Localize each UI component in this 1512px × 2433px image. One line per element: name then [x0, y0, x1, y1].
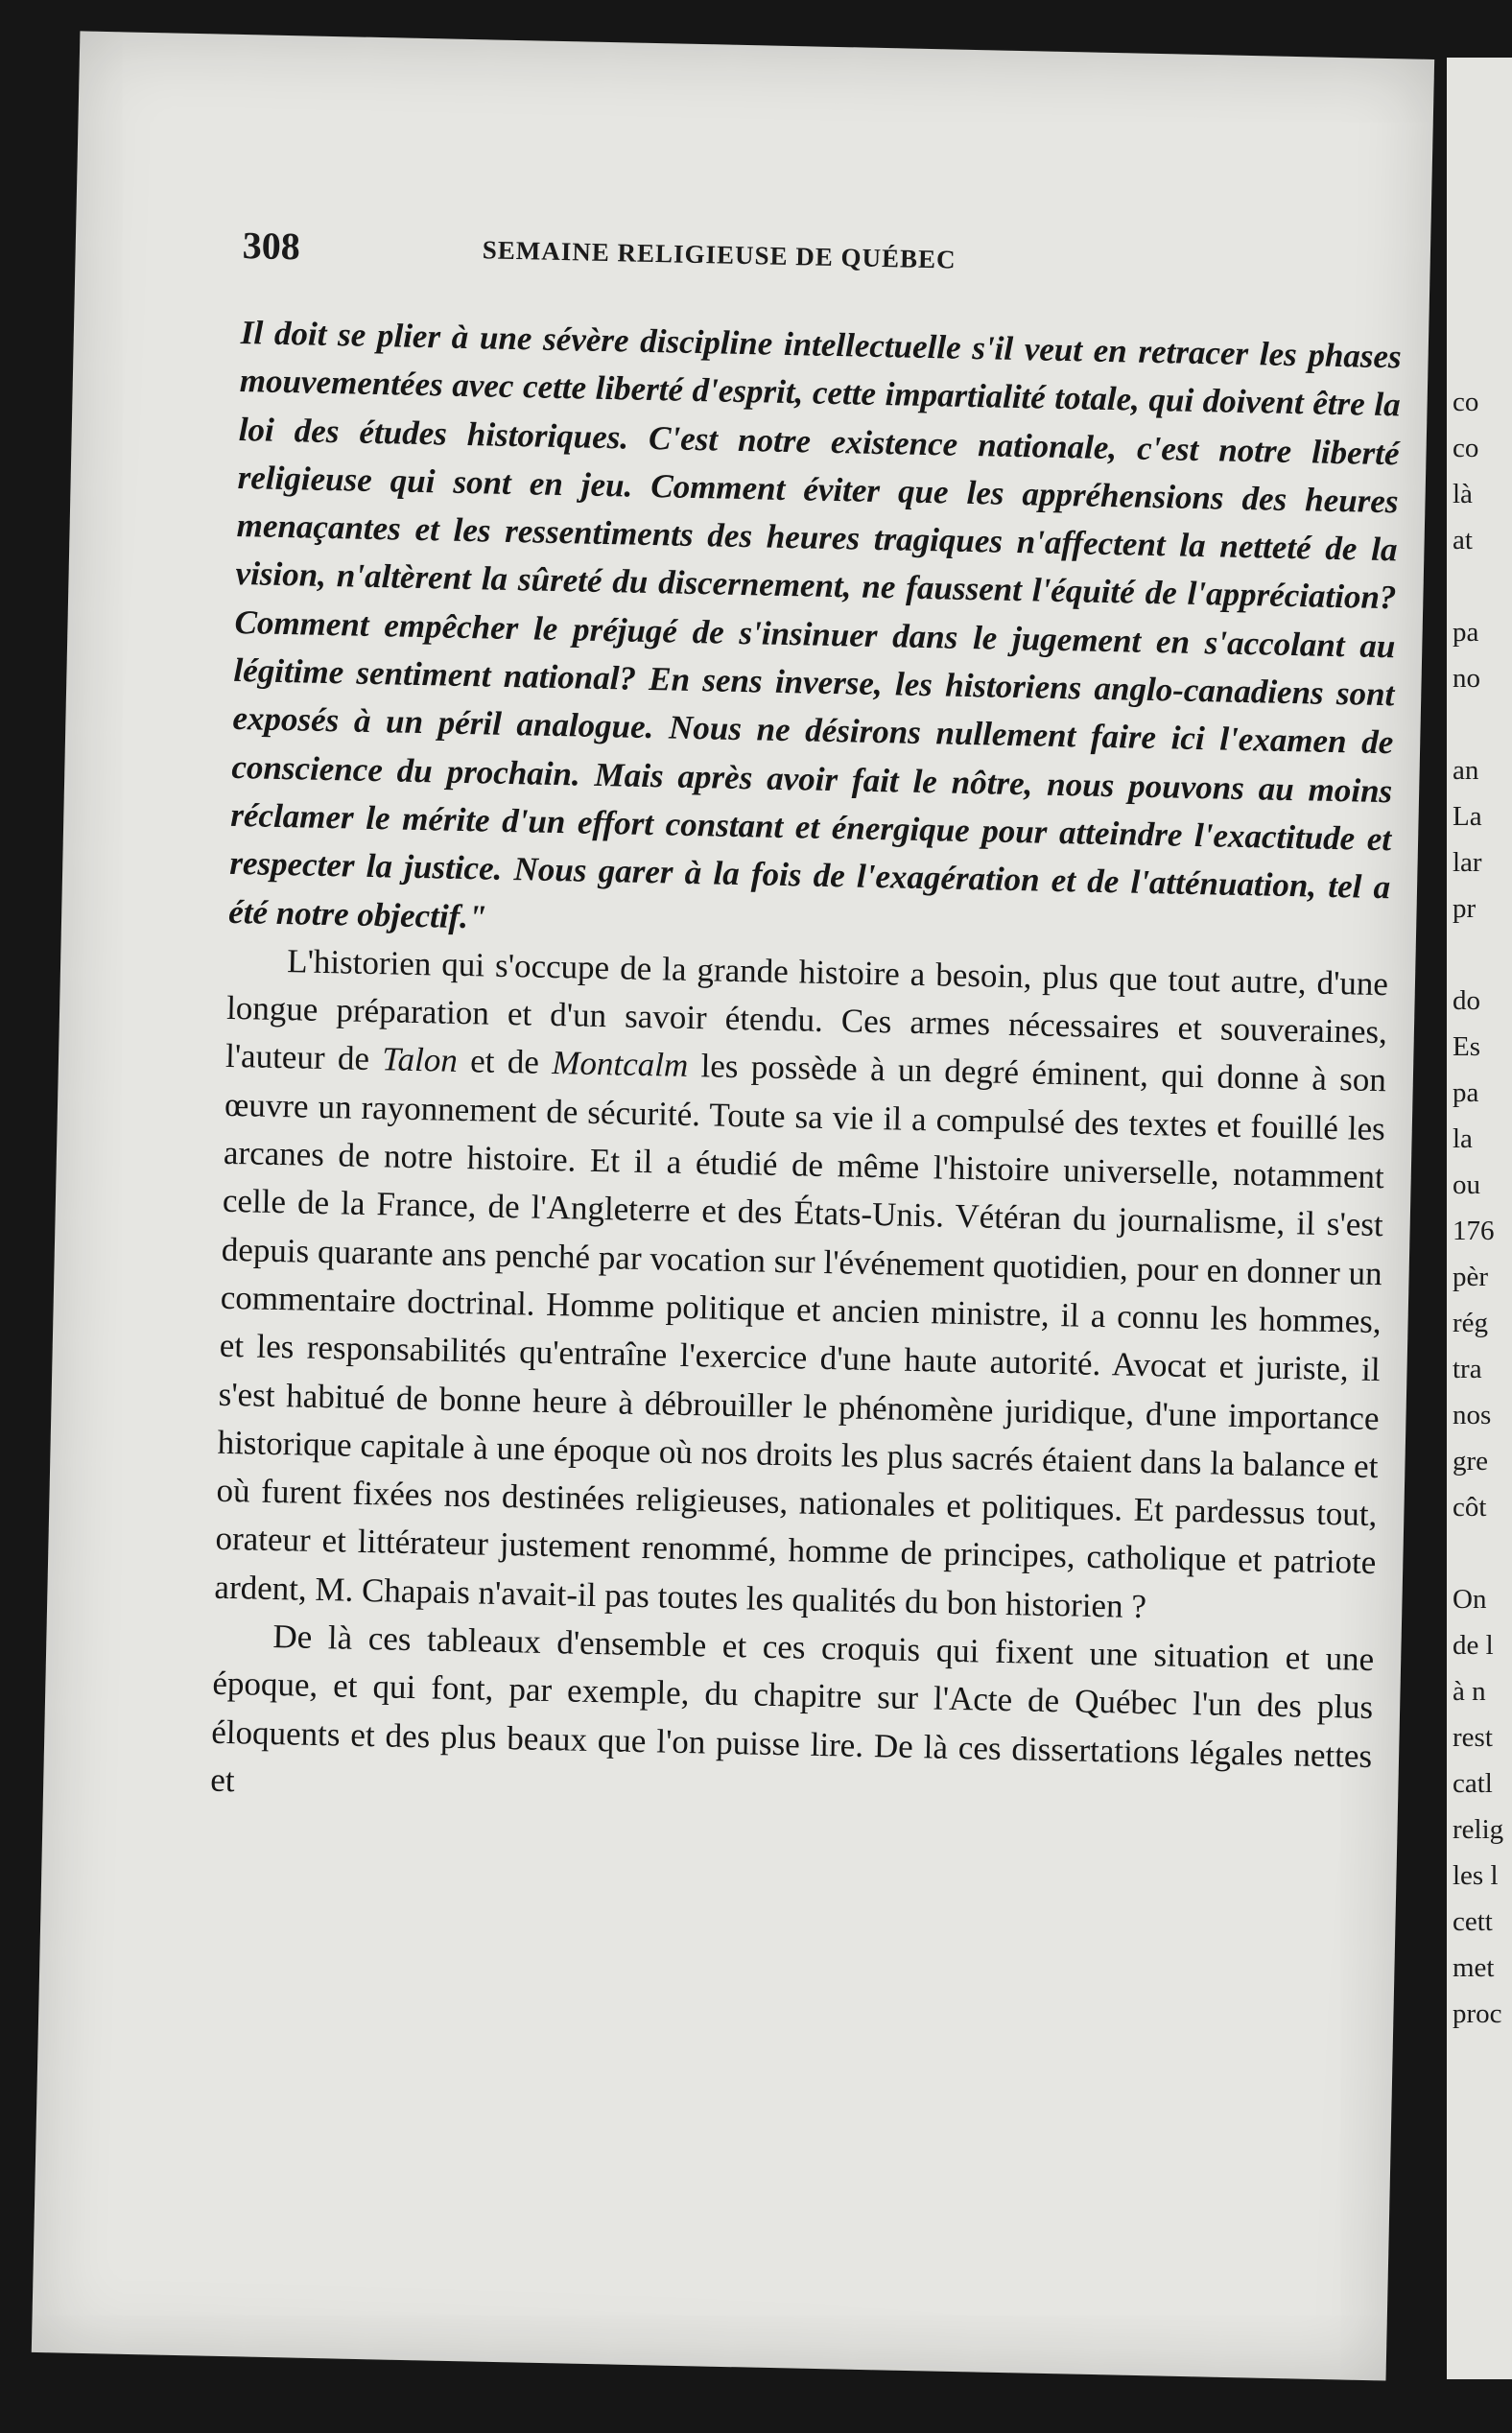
facing-page-fragment: do [1453, 985, 1480, 1016]
facing-page-fragment: tra [1453, 1354, 1482, 1384]
facing-page-fragment: at [1453, 525, 1473, 555]
paragraph-text: L'historien qui s'occupe de la grande histoire a besoin, plus que tout autre, d'une longue préparation et d'un savoir étendu. Ces armes nécessaires et souveraines, l'auteur de [224, 942, 1389, 1078]
facing-page-fragment: rest [1453, 1722, 1493, 1753]
page-number: 308 [242, 224, 301, 269]
facing-page-fragments [1453, 379, 1512, 2037]
facing-page-fragment: là [1453, 479, 1473, 509]
facing-page-fragment: de l [1453, 1630, 1494, 1661]
facing-page-fragment: pr [1453, 893, 1477, 924]
facing-page-fragment: proc [1453, 1998, 1502, 2029]
paragraph-text: et de [457, 1042, 553, 1082]
facing-page-fragment: pèr [1453, 1262, 1489, 1292]
facing-page-fragment: met [1453, 1952, 1495, 1983]
facing-page-fragment: Es [1453, 1031, 1480, 1062]
facing-page-fragment [1453, 563, 1512, 609]
body-text [210, 309, 1402, 1829]
facing-page-fragment: ou [1453, 1169, 1480, 1200]
book-page [32, 31, 1434, 2380]
facing-page-fragment: La [1453, 801, 1482, 832]
facing-page-fragment: rég [1453, 1308, 1489, 1338]
facing-page-fragment: an [1453, 755, 1479, 786]
facing-page-fragment: no [1453, 663, 1480, 694]
paragraph-historian [214, 936, 1388, 1636]
paragraph-tableaux: De là ces tableaux d'ensemble et ces croquis qui fixent une situation et une époque, et qui font, par exemple, du chapitre sur l'Acte de Québec l'un des plus éloquents et des plus beaux que l'on puisse lire. De là ces dissertations légales nettes et [209, 1618, 1375, 1800]
facing-page-fragment: à n [1453, 1676, 1486, 1707]
facing-page-fragment: pa [1453, 1077, 1479, 1108]
paragraph-text: les possède à un degré éminent, qui donne à son œuvre un rayonnement de sécurité. Toute sa vie il a compulsé des textes et fouillé les arcanes de notre histoire. Et il a étudié de même l'histoire universelle, notamment celle de la France, de l'Angleterre et des États-Unis. Vétéran du journalisme, il s'est depuis quarante ans penché par vocation sur l'événement quotidien, pour en donner un commentaire doctrinal. Homme politique et ancien ministre, il a connu les hommes, et les responsabilités qu'entraîne l'exercice d'une haute autorité. Avocat et juriste, il s'est habitué de bonne heure à débrouiller le phénomène juridique, d'une importance historique capitale à une époque où nos droits les plus sacrés étaient dans la balance et où furent fixées nos destinées religieuses, nationales et politiques. Et pardessus tout, orateur et littérateur justement renommé, homme de principes, catholique et patriote ardent, M. Chapais n'avait-il pas toutes les qualités du bon historien ? [214, 1047, 1387, 1625]
facing-page-fragment [1453, 1530, 1512, 1576]
facing-page-fragment: cett [1453, 1906, 1493, 1937]
facing-page-fragment: co [1453, 433, 1479, 463]
facing-page-fragment [1453, 932, 1512, 978]
facing-page-fragment: co [1453, 387, 1479, 417]
facing-page-fragment: nos [1453, 1400, 1492, 1430]
quoted-passage: Il doit se plier à une sévère discipline intellectuelle s'il veut en retracer les phases mouvementées avec cette liberté d'esprit, cette impartialité totale, qui doivent être la loi des études historiques. C'est notre existence nationale, c'est notre liberté religieuse qui sont en jeu. Comment éviter que les appréhensions des heures menaçantes et les ressentiments des heures tragiques n'affectent la netteté de la vision, n'altèrent la sûreté du discernement, ne faussent l'équité de l'appréciation? Comment empêcher le préjugé de s'insinuer dans le jugement en s'accolant au légitime sentiment national? En sens inverse, les historiens anglo-canadiens sont exposés à un péril analogue. Nous ne désirons nullement faire ici l'examen de conscience du prochain. Mais après avoir fait le nôtre, nous pouvons au moins réclamer le mérite d'un effort constant et énergique pour atteindre l'exactitude et respecter la justice. Nous garer à la fois de l'exagération et de l'atténuation, tel a été notre objectif." [227, 314, 1403, 936]
facing-page-fragment: 176 [1453, 1216, 1495, 1246]
facing-page-fragment: relig [1453, 1814, 1504, 1845]
facing-page-fragment: côt [1453, 1492, 1487, 1523]
facing-page-fragment: la [1453, 1123, 1473, 1154]
book-title-talon: Talon [381, 1040, 459, 1080]
facing-page-fragment [1453, 701, 1512, 747]
facing-page-fragment: On [1453, 1584, 1487, 1615]
facing-page-fragment: les l [1453, 1860, 1499, 1891]
book-title-montcalm: Montcalm [551, 1044, 689, 1085]
facing-page-fragment: lar [1453, 847, 1482, 878]
facing-page-fragment: gre [1453, 1446, 1489, 1476]
facing-page-fragment: pa [1453, 617, 1479, 648]
running-title: SEMAINE RELIGIEUSE DE QUÉBEC [482, 235, 957, 274]
facing-page-fragment: catl [1453, 1768, 1493, 1799]
page-header [242, 223, 1202, 300]
